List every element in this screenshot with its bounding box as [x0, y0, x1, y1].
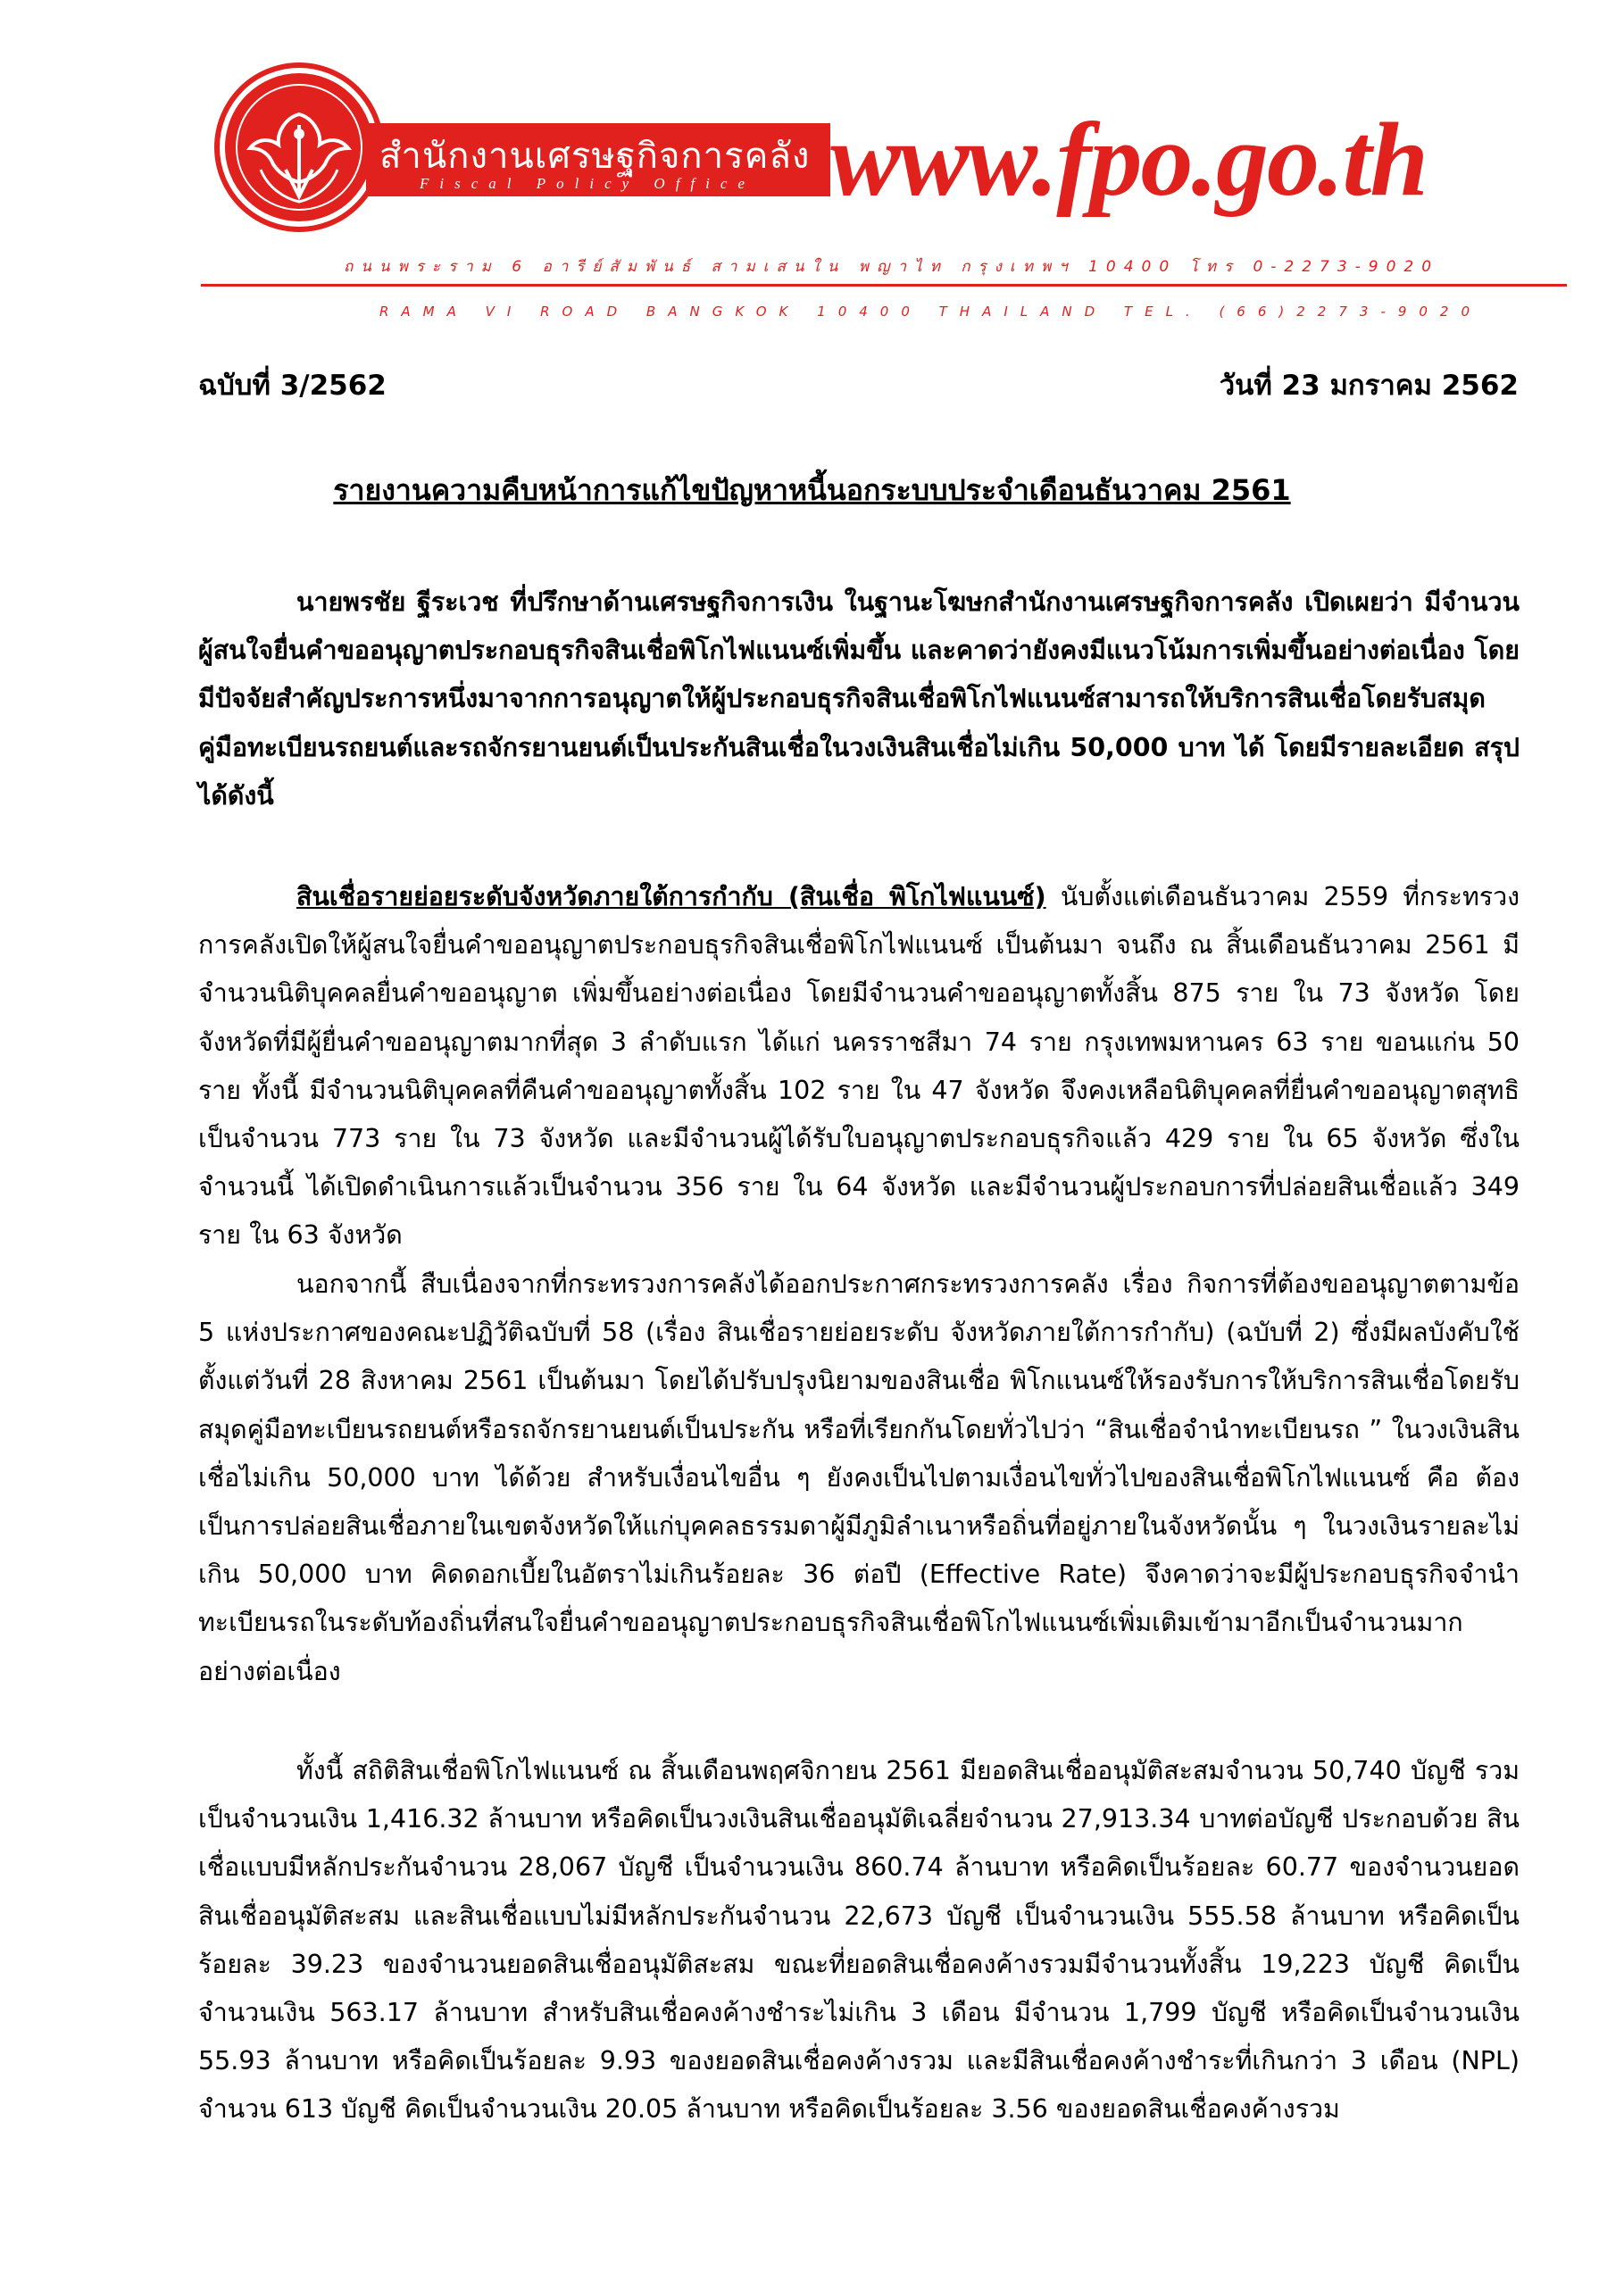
paragraph-lead-heading: สินเชื่อรายย่อยระดับจังหวัดภายใต้การกำกับ (สินเชื่อ พิโกไฟแนนซ์): [296, 882, 1046, 911]
paragraph-pico-finance: [198, 873, 1520, 1260]
address-en: RAMA VI ROAD BANGKOK 10400 THAILAND TEL. (66)2273-9020: [379, 304, 1483, 320]
document-title: รายงานความคืบหน้าการแก้ไขปัญหาหนี้นอกระบบประจำเดือนธันวาคม 2561: [333, 473, 1291, 507]
document-date: วันที่ 23 มกราคม 2562: [1219, 370, 1519, 402]
paragraph-pico-finance-text: นับตั้งแต่เดือนธันวาคม 2559 ที่กระทรวงการคลังเปิดให้ผู้สนใจยื่นคำขออนุญาตประกอบธุรกิจสินเชื่อพิโกไฟแนนซ์ เป็นต้นมา จนถึง ณ สิ้นเดือนธันวาคม 2561 มีจำนวนนิติบุคคลยื่นคำขออนุญาต เพิ่มขึ้นอย่างต่อเนื่อง โดยมีจำนวนคำขออนุญาตทั้งสิ้น 875 ราย ใน 73 จังหวัด โดยจังหวัดที่มีผู้ยื่นคำขออนุญาตมากที่สุด 3 ลำดับแรก ได้แก่ นครราชสีมา 74 ราย กรุงเทพมหานคร 63 ราย ขอนแก่น 50 ราย ทั้งนี้ มีจำนวนนิติบุคคลที่คืนคำขออนุญาตทั้งสิ้น 102 ราย ใน 47 จังหวัด จึงคงเหลือนิติบุคคลที่ยื่นคำขออนุญาตสุทธิเป็นจำนวน 773 ราย ใน 73 จังหวัด และมีจำนวนผู้ได้รับใบอนุญาตประกอบธุรกิจแล้ว 429 ราย ใน 65 จังหวัด ซึ่งในจำนวนนี้ ได้เปิดดำเนินการแล้วเป็นจำนวน 356 ราย ใน 64 จังหวัด และมีจำนวนผู้ประกอบการที่ปล่อยสินเชื่อแล้ว 349 ราย ใน 63 จังหวัด: [198, 882, 1520, 1251]
document-number: ฉบับที่ 3/2562: [198, 370, 387, 402]
paragraph-intro: นายพรชัย ฐีระเวช ที่ปรึกษาด้านเศรษฐกิจการเงิน ในฐานะโฆษกสำนักงานเศรษฐกิจการคลัง เปิดเผยว่า มีจำนวนผู้สนใจยื่นคำขออนุญาตประกอบธุรกิจสินเชื่อพิโกไฟแนนซ์เพิ่มขึ้น และคาดว่ายังคงมีแนวโน้มการเพิ่มขึ้นอย่างต่อเนื่อง โดยมีปัจจัยสำคัญประการหนึ่งมาจากการอนุญาตให้ผู้ประกอบธุรกิจสินเชื่อพิโกไฟแนนซ์สามารถให้บริการสินเชื่อโดยรับสมุดคู่มือทะเบียนรถยนต์และรถจักรยานยนต์เป็นประกันสินเชื่อในวงเงินสินเชื่อไม่เกิน 50,000 บาท ได้ โดยมีรายละเอียด สรุปได้ดังนี้: [198, 587, 1520, 811]
paragraph-regulation: นอกจากนี้ สืบเนื่องจากที่กระทรวงการคลังได้ออกประกาศกระทรวงการคลัง เรื่อง กิจการที่ต้องขออนุญาตตามข้อ 5 แห่งประกาศของคณะปฏิวัติฉบับที่ 58 (เรื่อง สินเชื่อรายย่อยระดับ จังหวัดภายใต้การกำกับ) (ฉบับที่ 2) ซึ่งมีผลบังคับใช้ตั้งแต่วันที่ 28 สิงหาคม 2561 เป็นต้นมา โดยได้ปรับปรุงนิยามของสินเชื่อ พิโกแนนซ์ให้รองรับการให้บริการสินเชื่อโดยรับสมุดคู่มือทะเบียนรถยนต์หรือรถจักรยานยนต์เป็นประกัน หรือที่เรียกกันโดยทั่วไปว่า “สินเชื่อจำนำทะเบียนรถ ” ในวงเงินสินเชื่อไม่เกิน 50,000 บาท ได้ด้วย สำหรับเงื่อนไขอื่น ๆ ยังคงเป็นไปตามเงื่อนไขทั่วไปของสินเชื่อพิโกไฟแนนซ์ คือ ต้องเป็นการปล่อยสินเชื่อภายในเขตจังหวัดให้แก่บุคคลธรรมดาผู้มีภูมิลำเนาหรือถิ่นที่อยู่ภายในจังหวัดนั้น ๆ ในวงเงินรายละไม่เกิน 50,000 บาท คิดดอกเบี้ยในอัตราไม่เกินร้อยละ 36 ต่อปี (Effective Rate) จึงคาดว่าจะมีผู้ประกอบธุรกิจจำนำทะเบียนรถในระดับท้องถิ่นที่สนใจยื่นคำขออนุญาตประกอบธุรกิจสินเชื่อพิโกไฟแนนซ์เพิ่มเติมเข้ามาอีกเป็นจำนวนมากอย่างต่อเนื่อง: [198, 1269, 1520, 1686]
garuda-emblem-icon: [214, 62, 384, 232]
paragraph-statistics: ทั้งนี้ สถิติสินเชื่อพิโกไฟแนนซ์ ณ สิ้นเดือนพฤศจิกายน 2561 มียอดสินเชื่ออนุมัติสะสมจำนวน 50,740 บัญชี รวมเป็นจำนวนเงิน 1,416.32 ล้านบาท หรือคิดเป็นวงเงินสินเชื่ออนุมัติเฉลี่ยจำนวน 27,913.34 บาทต่อบัญชี ประกอบด้วย สินเชื่อแบบมีหลักประกันจำนวน 28,067 บัญชี เป็นจำนวนเงิน 860.74 ล้านบาท หรือคิดเป็นร้อยละ 60.77 ของจำนวนยอดสินเชื่ออนุมัติสะสม และสินเชื่อแบบไม่มีหลักประกันจำนวน 22,673 บัญชี เป็นจำนวนเงิน 555.58 ล้านบาท หรือคิดเป็นร้อยละ 39.23 ของจำนวนยอดสินเชื่ออนุมัติสะสม ขณะที่ยอดสินเชื่อคงค้างรวมมีจำนวนทั้งสิ้น 19,223 บัญชี คิดเป็นจำนวนเงิน 563.17 ล้านบาท สำหรับสินเชื่อคงค้างชำระไม่เกิน 3 เดือน มีจำนวน 1,799 บัญชี หรือคิดเป็นจำนวนเงิน 55.93 ล้านบาท หรือคิดเป็นร้อยละ 9.93 ของยอดสินเชื่อคงค้างรวม และมีสินเชื่อคงค้างชำระที่เกินกว่า 3 เดือน (NPL) จำนวน 613 บัญชี คิดเป็นจำนวนเงิน 20.05 ล้านบาท หรือคิดเป็นร้อยละ 3.56 ของยอดสินเชื่อคงค้างรวม: [198, 1756, 1520, 2125]
header-divider: [201, 284, 1567, 287]
emblem-graphic: [214, 62, 384, 232]
office-name-th: สำนักงานเศรษฐกิจการคลัง: [379, 136, 811, 177]
address-th: ถนนพระราม 6 อารีย์สัมพันธ์ สามเสนใน พญาไท กรุงเทพฯ 10400 โทร 0-2273-9020: [344, 258, 1440, 276]
office-name-en: Fiscal Policy Office: [420, 175, 755, 192]
website-logo: www.fpo.go.th: [830, 101, 1427, 218]
letterhead: [0, 0, 1624, 330]
